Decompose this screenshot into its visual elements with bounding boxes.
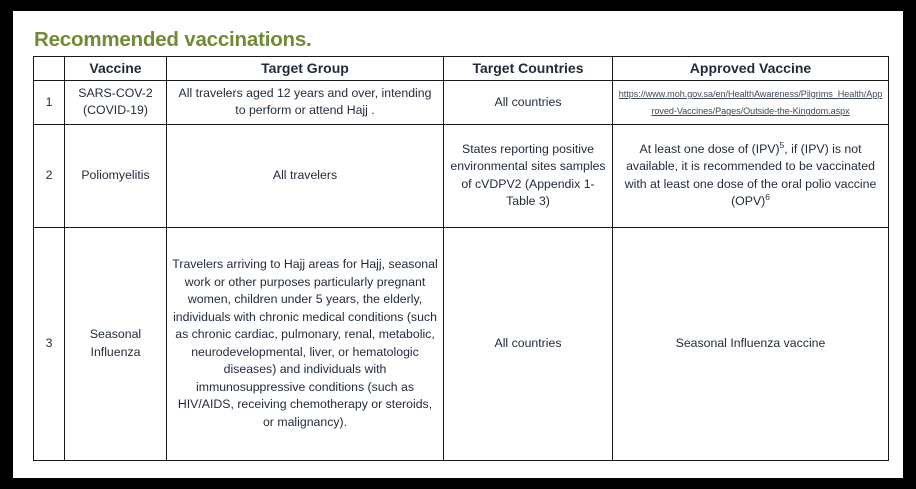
cell-target-countries: States reporting positive environmental sites samples of cVDPV2 (Appendix 1- Table 3): [444, 124, 613, 227]
footnote-marker-5: 5: [779, 139, 785, 150]
column-header-number: [34, 57, 65, 81]
cell-target-group: All travelers: [167, 124, 444, 227]
cell-vaccine: Poliomyelitis: [65, 124, 167, 227]
table-row: [34, 227, 889, 460]
row-number: 3: [34, 227, 65, 460]
document-page: [13, 11, 903, 478]
cell-vaccine: [65, 227, 167, 460]
table-header: [34, 57, 889, 81]
row-number: 1: [34, 80, 65, 124]
vaccine-name-line2: (COVID-19): [83, 103, 148, 118]
column-header-approved-vaccine: Approved Vaccine: [613, 57, 889, 81]
cell-target-group: All travelers aged 12 years and over, intending to perform or attend Hajj .: [167, 80, 444, 124]
cell-approved-vaccine: Seasonal Influenza vaccine: [613, 227, 889, 460]
approved-vaccine-link[interactable]: https://www.moh.gov.sa/en/HealthAwareness/Pilgrims_Health/Approved-Vaccines/Pages/Outside-the-Kingdom.aspx: [618, 88, 883, 117]
cell-approved-vaccine: [613, 80, 889, 124]
page-title: Recommended vaccinations.: [34, 28, 312, 51]
cell-target-group: Travelers arriving to Hajj areas for Hajj, seasonal work or other purposes particularly pregnant women, children under 5 years, the elderly, individuals with chronic medical conditions (such as chronic cardiac, pulmonary, renal, metabolic, neurodevelopmental, liver, or hematologic diseases) and individuals with immunosuppressive conditions (such as HIV/AIDS, receiving chemotherapy or steroids, or malignancy).: [167, 227, 444, 460]
vaccine-name-line1: Seasonal: [89, 327, 142, 342]
column-header-target-group: Target Group: [167, 57, 444, 81]
column-header-vaccine: Vaccine: [65, 57, 167, 81]
column-header-target-countries: Target Countries: [444, 57, 613, 81]
cell-target-countries: All countries: [444, 227, 613, 460]
approved-vaccine-text-part1: At least one dose of (IPV): [639, 141, 780, 156]
cell-vaccine: [65, 80, 167, 124]
row-number: 2: [34, 124, 65, 227]
footnote-marker-6: 6: [765, 192, 770, 203]
table-row: [34, 80, 889, 124]
approved-vaccine-text-part2: , if (IPV) is not available, it is recommended to be vaccinated with at least one dose of the oral polio vaccine (OPV): [624, 141, 877, 209]
vaccine-name-line1: SARS-COV-2: [78, 85, 153, 100]
cell-approved-vaccine: [613, 124, 889, 227]
cell-target-countries: All countries: [444, 80, 613, 124]
recommended-vaccinations-table: [33, 56, 889, 461]
table-row: [34, 124, 889, 227]
table-header-row: [34, 57, 889, 81]
vaccine-name-line2: Influenza: [90, 344, 141, 359]
table-body: [34, 80, 889, 460]
